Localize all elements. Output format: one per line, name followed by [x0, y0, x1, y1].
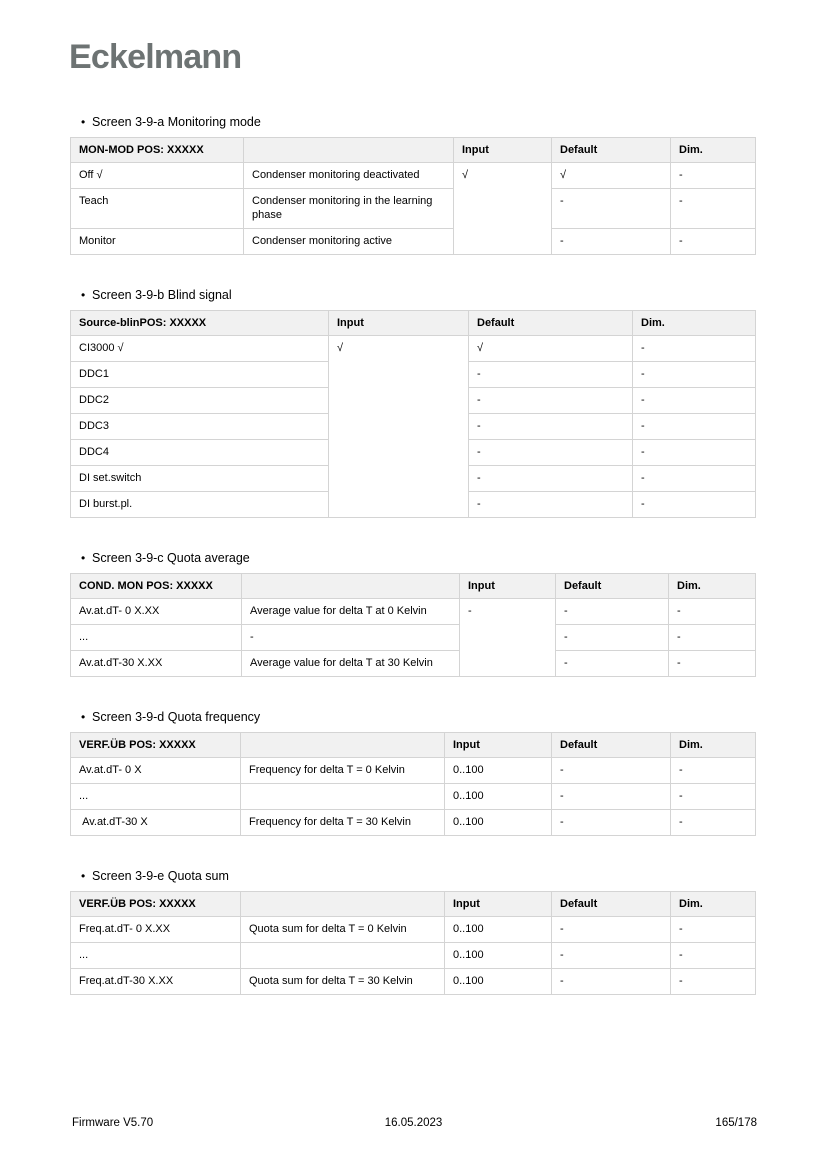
company-logo: Eckelmann: [69, 38, 242, 76]
table-cell: ...: [71, 943, 241, 969]
table-cell: ...: [71, 784, 241, 810]
table-cell: -: [669, 625, 756, 651]
table-cell: -: [469, 388, 633, 414]
table-cell: -: [633, 466, 756, 492]
table-cell: DDC3: [71, 414, 329, 440]
table-cell: -: [552, 917, 671, 943]
table-row: [71, 758, 756, 784]
table-header-row: [71, 733, 756, 758]
table-cell: √: [329, 336, 469, 518]
table-row: [71, 943, 756, 969]
table-cell: -: [671, 229, 756, 255]
table-header-cell: [244, 138, 454, 163]
section-title: [70, 287, 757, 304]
table-header-cell: Input: [329, 311, 469, 336]
table-header-cell: Input: [445, 733, 552, 758]
table-row: [71, 810, 756, 836]
table-header-row: [71, 311, 756, 336]
table-cell: -: [633, 414, 756, 440]
table-cell: 0..100: [445, 758, 552, 784]
table-cell: -: [552, 969, 671, 995]
document-section: [70, 550, 757, 677]
table-cell: Average value for delta T at 0 Kelvin: [242, 599, 460, 625]
table-cell: Average value for delta T at 30 Kelvin: [242, 651, 460, 677]
table-cell: Condenser monitoring in the learning phase: [244, 189, 454, 229]
table-row: [71, 651, 756, 677]
parameter-table: [70, 310, 756, 518]
table-row: [71, 163, 756, 189]
table-header-cell: COND. MON POS: XXXXX: [71, 574, 242, 599]
table-header-row: [71, 892, 756, 917]
document-content: [70, 114, 757, 1027]
table-header-cell: Dim.: [633, 311, 756, 336]
table-row: [71, 917, 756, 943]
section-title-text: Screen 3-9-b Blind signal: [92, 288, 232, 302]
table-row: [71, 599, 756, 625]
table-cell: -: [552, 810, 671, 836]
table-cell: Off √: [71, 163, 244, 189]
table-cell: DDC4: [71, 440, 329, 466]
table-cell: -: [633, 336, 756, 362]
table-cell: [241, 784, 445, 810]
table-header-cell: Input: [445, 892, 552, 917]
document-section: [70, 114, 757, 255]
table-header-row: [71, 138, 756, 163]
table-cell: -: [671, 784, 756, 810]
footer-firmware-version: Firmware V5.70: [72, 1117, 154, 1129]
table-cell: -: [469, 362, 633, 388]
table-cell: -: [671, 917, 756, 943]
section-title-text: Screen 3-9-c Quota average: [92, 551, 250, 565]
table-cell: -: [671, 189, 756, 229]
table-header-cell: MON-MOD POS: XXXXX: [71, 138, 244, 163]
table-header-cell: [241, 733, 445, 758]
table-row: [71, 784, 756, 810]
table-header-cell: Dim.: [671, 892, 756, 917]
parameter-table: [70, 137, 756, 255]
table-cell: -: [633, 362, 756, 388]
table-cell: -: [552, 189, 671, 229]
table-cell: -: [552, 784, 671, 810]
table-cell: -: [633, 492, 756, 518]
table-cell: DDC2: [71, 388, 329, 414]
section-title-text: Screen 3-9-e Quota sum: [92, 869, 229, 883]
table-header-cell: VERF.ÜB POS: XXXXX: [71, 733, 241, 758]
bullet-icon: •: [81, 288, 86, 302]
parameter-table: [70, 891, 756, 995]
table-header-cell: Source-blinPOS: XXXXX: [71, 311, 329, 336]
table-cell: -: [469, 414, 633, 440]
table-cell: Condenser monitoring deactivated: [244, 163, 454, 189]
table-header-row: [71, 574, 756, 599]
table-cell: -: [671, 943, 756, 969]
table-cell: √: [552, 163, 671, 189]
table-cell: Frequency for delta T = 30 Kelvin: [241, 810, 445, 836]
table-cell: √: [454, 163, 552, 255]
table-cell: DDC1: [71, 362, 329, 388]
document-section: [70, 868, 757, 995]
table-cell: Quota sum for delta T = 30 Kelvin: [241, 969, 445, 995]
table-cell: Av.at.dT-30 X: [71, 810, 241, 836]
table-cell: -: [552, 229, 671, 255]
table-cell: -: [552, 758, 671, 784]
table-row: [71, 229, 756, 255]
table-row: [71, 189, 756, 229]
table-cell: Quota sum for delta T = 0 Kelvin: [241, 917, 445, 943]
table-cell: CI3000 √: [71, 336, 329, 362]
table-cell: Av.at.dT- 0 X.XX: [71, 599, 242, 625]
table-cell: Monitor: [71, 229, 244, 255]
bullet-icon: •: [81, 551, 86, 565]
table-cell: Av.at.dT-30 X.XX: [71, 651, 242, 677]
table-cell: -: [633, 440, 756, 466]
table-header-cell: Dim.: [671, 138, 756, 163]
table-cell: ...: [71, 625, 242, 651]
bullet-icon: •: [81, 115, 86, 129]
table-header-cell: VERF.ÜB POS: XXXXX: [71, 892, 241, 917]
table-cell: Frequency for delta T = 0 Kelvin: [241, 758, 445, 784]
table-cell: DI burst.pl.: [71, 492, 329, 518]
table-cell: √: [469, 336, 633, 362]
table-header-cell: Default: [469, 311, 633, 336]
section-title: [70, 114, 757, 131]
footer-page-number: 165/178: [715, 1117, 757, 1129]
table-header-cell: [242, 574, 460, 599]
table-header-cell: Default: [552, 138, 671, 163]
table-cell: 0..100: [445, 969, 552, 995]
table-cell: -: [469, 466, 633, 492]
table-header-cell: Dim.: [669, 574, 756, 599]
table-row: [71, 336, 756, 362]
table-cell: Freq.at.dT- 0 X.XX: [71, 917, 241, 943]
table-cell: -: [671, 810, 756, 836]
table-cell: -: [633, 388, 756, 414]
table-cell: -: [669, 651, 756, 677]
section-title: [70, 550, 757, 567]
table-cell: 0..100: [445, 784, 552, 810]
table-row: [71, 969, 756, 995]
table-cell: -: [669, 599, 756, 625]
table-cell: -: [556, 625, 669, 651]
table-header-cell: Default: [552, 892, 671, 917]
bullet-icon: •: [81, 869, 86, 883]
table-cell: -: [556, 651, 669, 677]
table-header-cell: Dim.: [671, 733, 756, 758]
table-cell: -: [552, 943, 671, 969]
section-title: [70, 709, 757, 726]
document-section: [70, 709, 757, 836]
table-cell: -: [460, 599, 556, 677]
table-cell: -: [671, 758, 756, 784]
table-cell: 0..100: [445, 810, 552, 836]
table-cell: Teach: [71, 189, 244, 229]
table-cell: Freq.at.dT-30 X.XX: [71, 969, 241, 995]
table-cell: -: [469, 440, 633, 466]
table-cell: [241, 943, 445, 969]
table-cell: -: [469, 492, 633, 518]
table-header-cell: [241, 892, 445, 917]
table-cell: -: [671, 969, 756, 995]
table-cell: -: [242, 625, 460, 651]
bullet-icon: •: [81, 710, 86, 724]
footer-date: 16.05.2023: [384, 1117, 443, 1129]
parameter-table: [70, 732, 756, 836]
section-title-text: Screen 3-9-a Monitoring mode: [92, 115, 261, 129]
table-header-cell: Default: [556, 574, 669, 599]
table-cell: Av.at.dT- 0 X: [71, 758, 241, 784]
table-cell: -: [556, 599, 669, 625]
table-header-cell: Default: [552, 733, 671, 758]
table-cell: DI set.switch: [71, 466, 329, 492]
table-cell: 0..100: [445, 917, 552, 943]
section-title-text: Screen 3-9-d Quota frequency: [92, 710, 261, 724]
document-section: [70, 287, 757, 518]
parameter-table: [70, 573, 756, 677]
table-header-cell: Input: [460, 574, 556, 599]
table-cell: -: [671, 163, 756, 189]
table-cell: Condenser monitoring active: [244, 229, 454, 255]
section-title: [70, 868, 757, 885]
table-cell: 0..100: [445, 943, 552, 969]
table-row: [71, 625, 756, 651]
table-header-cell: Input: [454, 138, 552, 163]
